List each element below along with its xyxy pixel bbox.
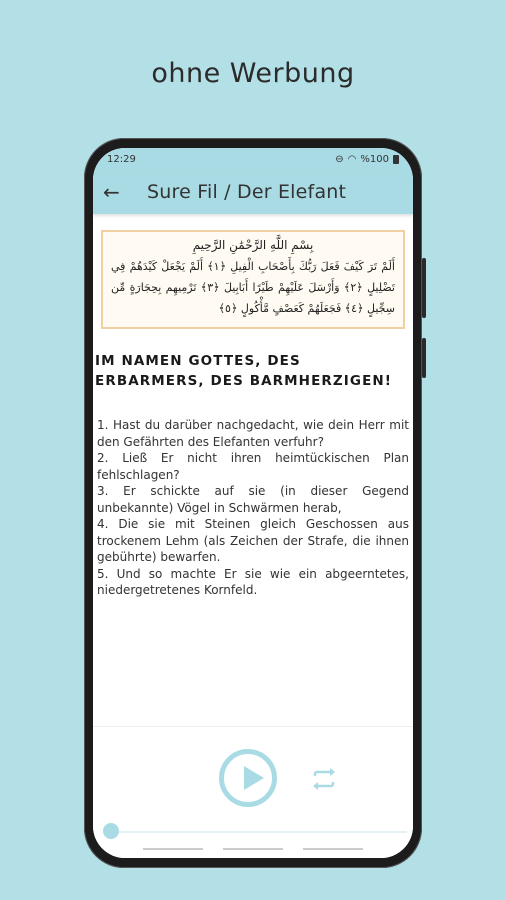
german-basmala-line-1: IM NAMEN GOTTES, DES <box>95 353 301 369</box>
battery-icon <box>393 155 399 164</box>
arabic-verses: أَلَمْ تَرَ كَيْفَ فَعَلَ رَبُّكَ بِأَصْحَابِ الْفِيلِ ﴿١﴾ أَلَمْ يَجْعَلْ كَيْدَهُمْ فِي تَضْلِيلٍ ﴿٢﴾ وَأَرْسَلَ عَلَيْهِمْ طَيْرًا أَبَابِيلَ ﴿٣﴾ تَرْمِيهِم بِحِجَارَةٍ مِّن سِجِّيلٍ ﴿٤﴾ فَجَعَلَهُمْ كَعَصْفٍ مَّأْكُولٍ ﴿٥﴾ <box>111 260 395 315</box>
app-bar <box>93 170 413 214</box>
seek-thumb[interactable] <box>103 823 119 839</box>
verse-5: 5. Und so machte Er sie wie ein abgeerntetes, niedergetretenes Kornfeld. <box>97 566 409 597</box>
german-translation <box>97 417 409 599</box>
play-icon <box>244 766 264 790</box>
arabic-text-panel <box>101 230 405 329</box>
status-icons <box>335 154 399 165</box>
german-basmala <box>93 351 413 391</box>
system-nav-bar <box>93 848 413 852</box>
verse-4: 4. Die sie mit Steinen gleich Geschossen aus trockenem Lehm (als Zeichen der Strafe, die ihnen gebührte) bewarfen. <box>97 517 409 564</box>
audio-player <box>93 726 413 858</box>
volume-button <box>422 258 426 318</box>
wifi-icon: ◠ <box>347 153 357 165</box>
battery-text: %100 <box>360 153 389 165</box>
arabic-bismillah: بِسْمِ اللَّهِ الرَّحْمَٰنِ الرَّحِيمِ <box>192 238 314 252</box>
verse-2: 2. Ließ Er nicht ihren heimtückischen Plan fehlschlagen? <box>97 451 409 482</box>
german-basmala-line-2: ERBARMERS, DES BARMHERZIGEN! <box>95 373 393 389</box>
back-arrow-icon[interactable]: ← <box>103 180 120 204</box>
verse-1: 1. Hast du darüber nachgedacht, wie dein Herr mit den Gefährten des Elefanten verfuhr? <box>97 418 409 449</box>
do-not-disturb-icon: ⊖ <box>335 153 344 165</box>
app-screen <box>93 148 413 858</box>
play-button[interactable] <box>219 749 277 807</box>
promo-headline: ohne Werbung <box>151 58 355 89</box>
power-button <box>422 338 426 378</box>
repeat-icon[interactable] <box>311 767 337 791</box>
status-time: 12:29 <box>107 153 136 165</box>
verse-3: 3. Er schickte auf sie (in dieser Gegend unbekannte) Vögel in Schwärmen herab, <box>97 484 409 515</box>
seek-bar[interactable] <box>107 831 407 833</box>
page-title: Sure Fil / Der Elefant <box>147 181 347 203</box>
phone-frame <box>84 138 422 868</box>
status-bar <box>93 148 413 170</box>
